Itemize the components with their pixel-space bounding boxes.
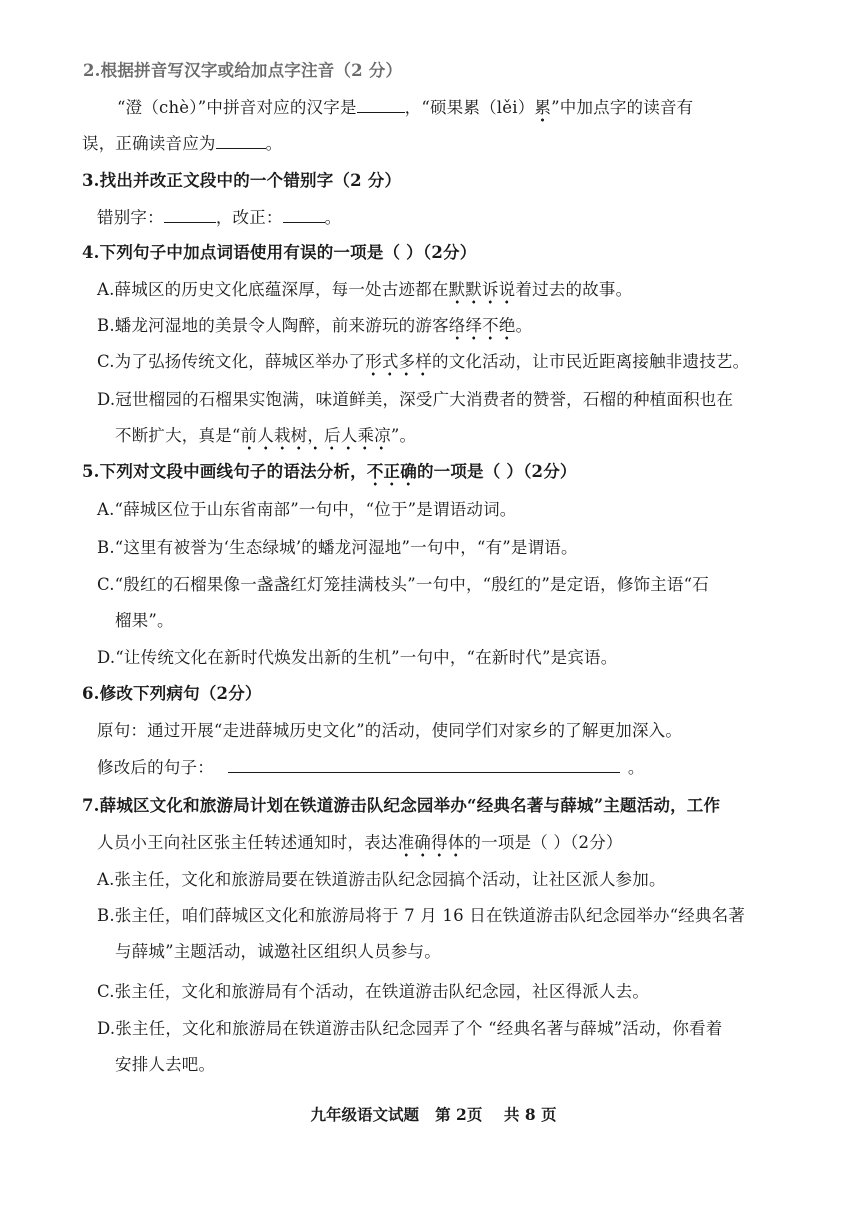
- q3-blank-fix[interactable]: [283, 208, 325, 223]
- q4-c-post: 的文化活动，让市民近距离接触非遗技艺。: [432, 352, 750, 371]
- q7-option-d-line2: 安排人去吧。: [115, 1055, 216, 1074]
- q4-d-dotted: 前人栽树，后人乘凉: [241, 426, 391, 451]
- q6-title: 6.修改下列病句（2分）: [82, 684, 262, 703]
- q5-option-d: D.“让传统文化在新时代焕发出新的生机”一句中，“在新时代”是宾语。: [97, 648, 618, 667]
- q5-title-post: 的一项是（ ）（2分）: [416, 462, 577, 481]
- q4-title: 4.下列句子中加点词语使用有误的一项是（ ）（2分）: [82, 243, 477, 262]
- q4-option-c: [97, 351, 749, 373]
- q3-end: 。: [324, 208, 342, 227]
- q5-title-dotted: 不正确: [367, 462, 417, 487]
- q7-option-a: A.张主任，文化和旅游局要在铁道游击队纪念园搞个活动，让社区派人参加。: [97, 870, 666, 889]
- q3-answer-line: [97, 207, 341, 229]
- q4-d-pre: 不断扩大，真是“: [115, 426, 241, 445]
- q4-a-pre: A.薛城区的历史文化底蕴深厚，每一处古迹都在: [97, 280, 449, 299]
- q5-title-pre: 5.下列对文段中画线句子的语法分析，: [82, 462, 367, 481]
- q2-line1: [117, 97, 693, 119]
- q2-line1-b: ，“硕果累（lěi）: [404, 98, 535, 117]
- q4-b-dotted: 络绎不绝: [449, 316, 516, 341]
- q5-option-b: B.“这里有被誉为‘生态绿城’的蟠龙河湿地”一句中，“有”是谓语。: [97, 538, 578, 557]
- q6-revised-label: 修改后的句子：: [97, 758, 214, 777]
- q5-option-c-line1: C.“殷红的石榴果像一盏盏红灯笼挂满枝头”一句中，“殷红的”是定语，修饰主语“石: [97, 575, 709, 594]
- q2-line2: [82, 133, 282, 155]
- q4-a-dotted: 默默诉说: [449, 280, 516, 305]
- q2-blank-1[interactable]: [357, 98, 405, 113]
- q6-answer-blank[interactable]: [228, 758, 620, 773]
- q6-end: 。: [627, 758, 645, 777]
- q4-option-b: [97, 315, 532, 337]
- q5-option-c-line2: 榴果”。: [115, 611, 174, 630]
- q2-dotted-char: 累: [534, 98, 551, 123]
- q2-line1-c: ”中加点字的读音有: [551, 98, 694, 117]
- q6-original: 原句：通过开展“走进薛城历史文化”的活动，使同学们对家乡的了解更加深入。: [97, 721, 683, 740]
- q3-label-fix: ，改正：: [215, 208, 283, 227]
- q7-option-c: C.张主任，文化和旅游局有个活动，在铁道游击队纪念园，社区得派人去。: [97, 982, 650, 1001]
- q3-title: 3.找出并改正文段中的一个错别字（2 分）: [82, 171, 402, 190]
- q7-title-line1: 7.薛城区文化和旅游局计划在铁道游击队纪念园举办“经典名著与薛城”主题活动，工作: [82, 796, 721, 815]
- q3-label-wrong: 错别字：: [97, 208, 164, 227]
- q4-a-post: 着过去的故事。: [515, 280, 633, 299]
- q6-revised-line: [97, 757, 645, 779]
- q7-title-pre: 人员小王向社区张主任转述通知时，表达: [97, 833, 398, 852]
- q4-b-pre: B.蟠龙河湿地的美景令人陶醉，前来游玩的游客: [97, 316, 449, 335]
- q2-title: 2.根据拼音写汉字或给加点字注音（2 分）: [83, 61, 403, 80]
- q4-option-d-line2: [115, 425, 416, 447]
- page-footer: 九年级语文试题 第 2页 共 8 页: [310, 1105, 557, 1124]
- q4-option-d-line1: D.冠世榴园的石榴果实饱满，味道鲜美，深受广大消费者的赞誉，石榴的种植面积也在: [97, 390, 734, 409]
- q2-line1-a: “澄（chè）”中拼音对应的汉字是: [117, 98, 357, 117]
- q7-option-d-line1: D.张主任，文化和旅游局在铁道游击队纪念园弄了个 “经典名著与薛城”活动，你看着: [97, 1019, 723, 1038]
- q3-blank-wrong[interactable]: [164, 208, 216, 223]
- q5-title: [82, 461, 577, 483]
- q2-line2-b: 。: [265, 134, 283, 153]
- q5-option-a: A.“薛城区位于山东省南部”一句中，“位于”是谓语动词。: [97, 500, 517, 519]
- q7-title-line2: [97, 832, 623, 854]
- q7-option-b-line1: B.张主任，咱们薛城区文化和旅游局将于 7 月 16 日在铁道游击队纪念园举办“经典名著: [97, 906, 746, 925]
- q2-blank-2[interactable]: [216, 134, 266, 149]
- q4-option-a: [97, 279, 632, 301]
- q7-title-post: 的一项是（ ）（2分）: [464, 833, 623, 852]
- q4-d-post: ”。: [390, 426, 417, 445]
- q4-c-pre: C.为了弘扬传统文化，薛城区举办了: [97, 352, 366, 371]
- q7-option-b-line2: 与薛城”主题活动，诚邀社区组织人员参与。: [115, 942, 441, 961]
- q2-line2-a: 误，正确读音应为: [82, 134, 216, 153]
- q7-title-dotted: 准确得体: [398, 833, 465, 858]
- q4-c-dotted: 形式多样: [365, 352, 432, 377]
- q4-b-post: 。: [515, 316, 533, 335]
